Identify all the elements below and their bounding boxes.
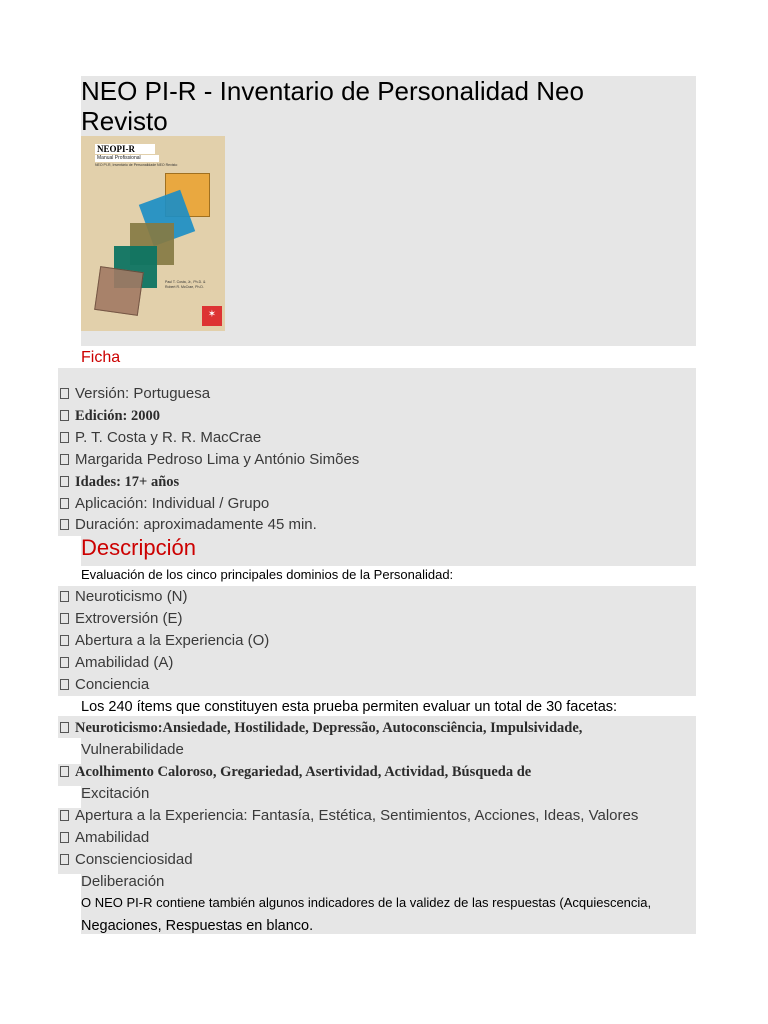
cover-subtitle: Manual Profissional <box>95 155 159 162</box>
domain-item: Conciencia <box>60 676 149 694</box>
domain-item: Abertura a la Experiencia (O) <box>60 632 269 650</box>
page-title: NEO PI-R - Inventario de Personalidad Neo Revisto <box>81 76 584 136</box>
facet-item-continued: Excitación <box>81 785 150 802</box>
bullet-icon <box>60 476 69 487</box>
cover-authors: Paul T. Costa, Jr., Ph.D. & Robert R. McCrae, Ph.D. <box>165 280 206 289</box>
bullet-icon <box>60 766 69 777</box>
bullet-icon <box>60 832 69 843</box>
content-panel <box>81 786 696 808</box>
bullet-icon <box>60 591 69 602</box>
ficha-item: Versión: Portuguesa <box>60 385 210 403</box>
bullet-icon <box>60 679 69 690</box>
ficha-item: Aplicación: Individual / Grupo <box>60 495 269 513</box>
bullet-icon <box>60 635 69 646</box>
facet-item: Conscienciosidad <box>60 851 193 869</box>
ficha-item: P. T. Costa y R. R. MacCrae <box>60 429 261 447</box>
facet-item: Apertura a la Experiencia: Fantasía, Estética, Sentimientos, Acciones, Ideas, Valores <box>60 807 638 825</box>
bullet-icon <box>60 854 69 865</box>
facet-item: Neuroticismo:Ansiedade, Hostilidade, Depressão, Autoconsciência, Impulsividade, <box>60 719 582 737</box>
bullet-icon <box>60 657 69 668</box>
cover-subtitle-2: NEO PI-R, Inventário de Personalidade NEO Revisto <box>95 163 178 167</box>
domain-item: Neuroticismo (N) <box>60 588 188 606</box>
domain-item: Amabilidad (A) <box>60 654 173 672</box>
bullet-icon <box>60 410 69 421</box>
bullet-icon <box>60 498 69 509</box>
cover-title: NEOPI-R <box>95 144 155 154</box>
publisher-logo <box>202 306 222 326</box>
domain-item: Extroversión (E) <box>60 610 183 628</box>
bullet-icon <box>60 722 69 733</box>
brown-square <box>94 266 144 316</box>
bullet-icon <box>60 454 69 465</box>
bullet-icon <box>60 519 69 530</box>
facet-item-continued: Vulnerabilidade <box>81 741 184 758</box>
facet-item: Amabilidad <box>60 829 149 847</box>
ficha-item: Duración: aproximadamente 45 min. <box>60 516 317 534</box>
ficha-item: Margarida Pedroso Lima y António Simões <box>60 451 359 469</box>
bullet-icon <box>60 388 69 399</box>
book-cover-image <box>81 136 225 331</box>
logo-mark-icon: ✶ <box>207 309 217 320</box>
facets-intro: Los 240 ítems que constituyen esta prueba permiten evaluar un total de 30 facetas: <box>81 699 618 715</box>
bullet-icon <box>60 613 69 624</box>
closing-text: O NEO PI-R contiene también algunos indicadores de la validez de las respuestas (Acquiescencia, <box>81 895 652 910</box>
closing-text-continued: Negaciones, Respuestas en blanco. <box>81 918 314 934</box>
descripcion-heading: Descripción <box>81 535 196 560</box>
ficha-item: Idades: 17+ años <box>60 473 179 491</box>
ficha-item: Edición: 2000 <box>60 407 160 425</box>
bullet-icon <box>60 810 69 821</box>
descripcion-intro: Evaluación de los cinco principales dominios de la Personalidad: <box>81 567 454 582</box>
ficha-heading: Ficha <box>81 349 121 366</box>
facet-item: Acolhimento Caloroso, Gregariedad, Asertividad, Actividad, Búsqueda de <box>60 763 531 781</box>
facet-item-continued: Deliberación <box>81 873 165 890</box>
bullet-icon <box>60 432 69 443</box>
